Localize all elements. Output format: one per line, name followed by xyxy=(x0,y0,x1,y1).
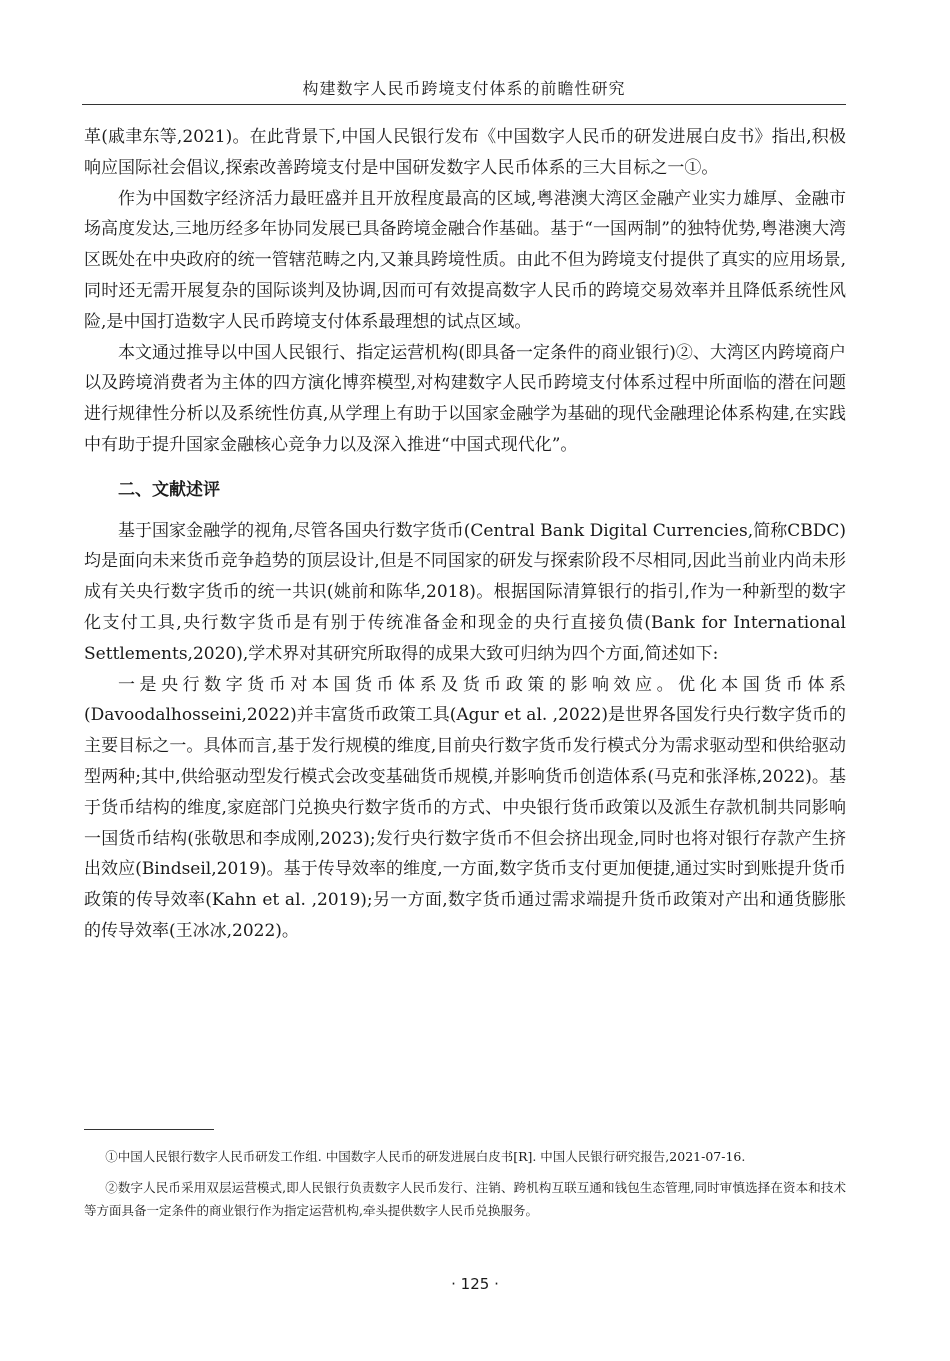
paragraph-2: 作为中国数字经济活力最旺盛并且开放程度最高的区域,粤港澳大湾区金融产业实力雄厚、金融市场高度发达,三地历经多年协同发展已具备跨境金融合作基础。基于“一国两制”的独特优势,粤港澳大湾区既处在中央政府的统一管辖范畴之内,又兼具跨境性质。由此不但为跨境支付提供了真实的应用场景,同时还无需开展复杂的国际谈判及协调,因而可有效提高数字人民币的跨境交易效率并且降低系统性风险,是中国打造数字人民币跨境支付体系最理想的试点区域。 xyxy=(84,188,846,332)
page-number: · 125 · xyxy=(451,1275,499,1293)
body-text xyxy=(84,122,846,947)
footnotes xyxy=(84,1145,846,1230)
running-header: 构建数字人民币跨境支付体系的前瞻性研究 xyxy=(302,79,626,98)
paragraph-5: 一是央行数字货币对本国货币体系及货币政策的影响效应。优化本国货币体系(Davoodalhosseini,2022)并丰富货币政策工具(Agur et al. ,2022)是世界各国发行央行数字货币的主要目标之一。具体而言,基于发行规模的维度,目前央行数字货币发行模式分为需求驱动型和供给驱动型两种;其中,供给驱动型发行模式会改变基础货币规模,并影响货币创造体系(马克和张泽栋,2022)。基于货币结构的维度,家庭部门兑换央行数字货币的方式、中央银行货币政策以及派生存款机制共同影响一国货币结构(张敬思和李成刚,2023);发行央行数字货币不但会挤出现金,同时也将对银行存款产生挤出效应(Bindseil,2019)。基于传导效率的维度,一方面,数字货币支付更加便捷,通过实时到账提升货币政策的传导效率(Kahn et al. ,2019);另一方面,数字货币通过需求端提升货币政策对产出和通货膨胀的传导效率(王冰冰,2022)。 xyxy=(84,674,846,941)
paragraph-1: 革(戚聿东等,2021)。在此背景下,中国人民银行发布《中国数字人民币的研发进展白皮书》指出,积极响应国际社会倡议,探索改善跨境支付是中国研发数字人民币体系的三大目标之一①。 xyxy=(84,127,846,178)
paragraph-3: 本文通过推导以中国人民银行、指定运营机构(即具备一定条件的商业银行)②、大湾区内跨境商户以及跨境消费者为主体的四方演化博弈模型,对构建数字人民币跨境支付体系过程中所面临的潜在问题进行规律性分析以及系统性仿真,从学理上有助于以国家金融学为基础的现代金融理论体系构建,在实践中有助于提升国家金融核心竞争力以及深入推进“中国式现代化”。 xyxy=(84,342,846,455)
footnote-divider xyxy=(84,1129,214,1130)
section-heading: 二、文献述评 xyxy=(118,479,220,500)
footnote-2: ②数字人民币采用双层运营模式,即人民银行负责数字人民币发行、注销、跨机构互联互通和钱包生态管理,同时审慎选择在资本和技术等方面具备一定条件的商业银行作为指定运营机构,牵头提供数字人民币兑换服务。 xyxy=(84,1180,846,1218)
footnote-1: ①中国人民银行数字人民币研发工作组. 中国数字人民币的研发进展白皮书[R]. 中国人民银行研究报告,2021-07-16. xyxy=(105,1149,746,1164)
header-divider xyxy=(82,104,846,105)
paragraph-4: 基于国家金融学的视角,尽管各国央行数字货币(Central Bank Digital Currencies,简称CBDC)均是面向未来货币竞争趋势的顶层设计,但是不同国家的研发与探索阶段不尽相同,因此当前业内尚未形成有关央行数字货币的统一共识(姚前和陈华,2018)。根据国际清算银行的指引,作为一种新型的数字化支付工具,央行数字货币是有别于传统准备金和现金的央行直接负债(Bank for International Settlements,2020),学术界对其研究所取得的成果大致可归纳为四个方面,简述如下: xyxy=(84,520,846,664)
